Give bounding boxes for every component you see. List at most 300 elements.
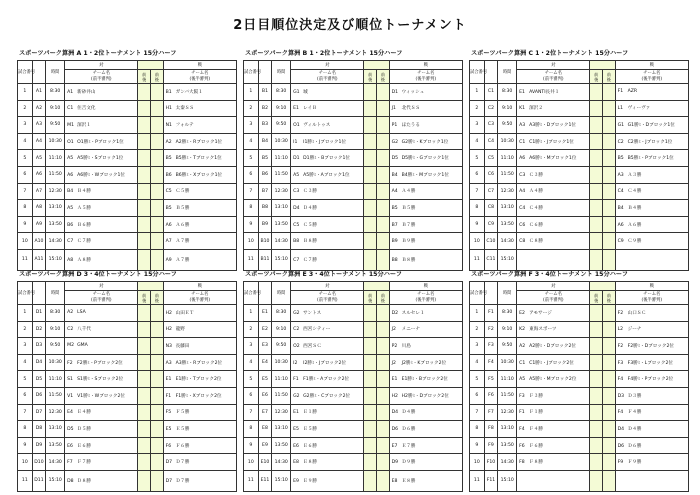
team-right — [615, 354, 688, 371]
score-left[interactable] — [590, 133, 603, 150]
team-right — [389, 117, 462, 134]
team-right-code: F2 — [617, 310, 624, 316]
score-right[interactable] — [603, 470, 616, 491]
score-right[interactable] — [377, 249, 390, 270]
header-score-right: 前 後 — [377, 70, 390, 84]
score-right[interactable] — [151, 100, 164, 117]
schedule-table — [469, 60, 689, 271]
team-left — [65, 233, 138, 250]
score-left[interactable] — [138, 249, 151, 270]
score-left[interactable] — [138, 371, 151, 388]
header-time: 時間 — [272, 61, 291, 84]
score-right[interactable] — [151, 84, 164, 101]
team-right-code: A2 — [165, 139, 172, 145]
score-left[interactable] — [364, 454, 377, 471]
team-left-code: C6 — [519, 222, 526, 228]
score-left[interactable] — [138, 305, 151, 322]
team-right — [163, 133, 236, 150]
match-id: F3 — [484, 338, 498, 355]
score-right[interactable] — [151, 233, 164, 250]
team-left — [291, 305, 364, 322]
score-left[interactable] — [364, 421, 377, 438]
score-left[interactable] — [590, 454, 603, 471]
match-id: C6 — [484, 166, 498, 183]
score-right[interactable] — [151, 470, 164, 491]
team-right-code: E8 — [391, 478, 398, 484]
score-right[interactable] — [377, 454, 390, 471]
score-right[interactable] — [603, 84, 616, 101]
team-left-name: F1勝ﾐ・Aブロック2位 — [303, 377, 350, 383]
team-left — [291, 470, 364, 491]
header-team-left: チーム名 (前半審判) — [65, 291, 138, 305]
team-right-name: スルセレ１ — [401, 310, 425, 316]
team-left-code: C1 — [519, 139, 526, 145]
match-time: 11:50 — [498, 166, 517, 183]
team-left-code: A5 — [519, 377, 526, 383]
match-row — [470, 470, 689, 491]
match-time: 8:30 — [272, 84, 291, 101]
team-left-code: C7 — [293, 257, 300, 263]
match-time: 11:10 — [272, 371, 291, 388]
header-time: 時間 — [498, 282, 517, 305]
match-time: 9:50 — [272, 117, 291, 134]
team-left-name: D1勝ﾐ・Bブロック1位 — [303, 156, 351, 162]
score-left[interactable] — [590, 338, 603, 355]
header-team-right: チーム名 (後半審判) — [163, 70, 236, 84]
team-left — [291, 454, 364, 471]
score-left[interactable] — [138, 421, 151, 438]
team-left — [291, 249, 364, 270]
score-left[interactable] — [590, 404, 603, 421]
match-row — [470, 421, 689, 438]
team-left-code: A8 — [67, 257, 74, 263]
team-right-code: D7 — [165, 478, 173, 484]
team-right-code: B7 — [391, 222, 398, 228]
team-right — [163, 354, 236, 371]
team-right-name: H2勝ﾐ・Dブロック2位 — [401, 393, 449, 399]
match-row — [470, 404, 689, 421]
team-right-name: 山田ＥＴ — [175, 310, 194, 316]
match-row — [244, 233, 463, 250]
team-left — [291, 233, 364, 250]
score-left[interactable] — [364, 470, 377, 491]
score-left[interactable] — [364, 100, 377, 117]
schedule-table — [243, 281, 463, 492]
score-left[interactable] — [364, 166, 377, 183]
score-left[interactable] — [364, 321, 377, 338]
score-left[interactable] — [138, 133, 151, 150]
score-right[interactable] — [603, 305, 616, 322]
score-left[interactable] — [590, 321, 603, 338]
score-right[interactable] — [603, 100, 616, 117]
team-right-code: A7 — [165, 239, 172, 245]
score-left[interactable] — [590, 421, 603, 438]
team-left-code: E1 — [519, 89, 525, 95]
score-left[interactable] — [364, 437, 377, 454]
score-right[interactable] — [603, 371, 616, 388]
team-right-code: F9 — [617, 460, 624, 466]
score-right[interactable] — [377, 387, 390, 404]
score-left[interactable] — [590, 354, 603, 371]
score-right[interactable] — [603, 404, 616, 421]
score-right[interactable] — [377, 216, 390, 233]
team-right-name: Ｃ９勝 — [627, 239, 642, 245]
team-right — [615, 404, 688, 421]
score-right[interactable] — [603, 437, 616, 454]
score-left[interactable] — [138, 437, 151, 454]
team-right-name: Ｂ８勝 — [401, 257, 416, 263]
score-left[interactable] — [590, 233, 603, 250]
team-right-code: B9 — [391, 239, 398, 245]
score-left[interactable] — [138, 183, 151, 200]
score-right[interactable] — [377, 150, 390, 167]
score-right[interactable] — [377, 100, 390, 117]
score-left[interactable] — [590, 305, 603, 322]
match-time: 8:30 — [498, 305, 517, 322]
match-row — [244, 305, 463, 322]
score-left[interactable] — [138, 387, 151, 404]
team-right — [615, 371, 688, 388]
team-right — [163, 305, 236, 322]
match-id: C9 — [484, 216, 498, 233]
team-right-code: B4 — [617, 205, 624, 211]
score-right[interactable] — [151, 437, 164, 454]
team-left — [291, 338, 364, 355]
score-right[interactable] — [377, 338, 390, 355]
score-left[interactable] — [364, 133, 377, 150]
score-left[interactable] — [138, 354, 151, 371]
score-right[interactable] — [151, 216, 164, 233]
score-left[interactable] — [364, 371, 377, 388]
score-left[interactable] — [590, 200, 603, 217]
team-left — [517, 305, 590, 322]
team-left-name: V1勝ﾐ・Wブロック2位 — [77, 393, 126, 399]
score-left[interactable] — [590, 117, 603, 134]
score-right[interactable] — [377, 200, 390, 217]
score-left[interactable] — [590, 470, 603, 491]
score-right[interactable] — [377, 133, 390, 150]
score-right[interactable] — [603, 150, 616, 167]
score-left[interactable] — [138, 84, 151, 101]
team-right-code: H2 — [391, 393, 398, 399]
score-right[interactable] — [603, 421, 616, 438]
score-right[interactable] — [151, 166, 164, 183]
team-right-name: 山口ＳＣ — [627, 310, 646, 316]
team-left-code: M2 — [67, 343, 75, 349]
score-left[interactable] — [364, 200, 377, 217]
match-time: 9:50 — [498, 117, 517, 134]
team-left-name: Ｃ８勝 — [529, 239, 543, 245]
match-row — [244, 166, 463, 183]
score-right[interactable] — [603, 354, 616, 371]
score-left[interactable] — [138, 100, 151, 117]
score-left[interactable] — [590, 437, 603, 454]
team-left-name: Ｃ５勝 — [303, 222, 317, 228]
match-number: 1 — [470, 305, 485, 322]
score-right[interactable] — [377, 404, 390, 421]
score-right[interactable] — [151, 338, 164, 355]
score-right[interactable] — [603, 166, 616, 183]
score-right[interactable] — [603, 338, 616, 355]
team-left-name: Ｂ６勝 — [77, 222, 91, 228]
score-right[interactable] — [151, 321, 164, 338]
team-left-name: 城 — [303, 89, 308, 95]
team-right-code: L2 — [617, 327, 624, 333]
team-left — [517, 200, 590, 217]
score-left[interactable] — [364, 216, 377, 233]
team-right — [615, 150, 688, 167]
score-right[interactable] — [151, 183, 164, 200]
match-id: C11 — [484, 249, 498, 270]
score-right[interactable] — [151, 133, 164, 150]
score-right[interactable] — [151, 117, 164, 134]
team-left — [65, 321, 138, 338]
team-left-code: E2 — [519, 310, 525, 316]
team-right — [163, 470, 236, 491]
match-id: C5 — [484, 150, 498, 167]
header-team-right: チーム名 (後半審判) — [615, 70, 688, 84]
match-number: 2 — [18, 100, 33, 117]
team-left-name: AVANTI長井１ — [529, 89, 560, 95]
match-time: 14:30 — [46, 233, 65, 250]
team-right-code: E1 — [391, 377, 398, 383]
match-number: 11 — [18, 249, 33, 270]
score-left[interactable] — [590, 84, 603, 101]
score-right[interactable] — [603, 216, 616, 233]
team-left-code: C1 — [519, 360, 526, 366]
team-right-code: J1 — [391, 106, 396, 112]
score-left[interactable] — [138, 321, 151, 338]
match-id: D6 — [32, 387, 46, 404]
score-right[interactable] — [603, 233, 616, 250]
match-id: B11 — [258, 249, 272, 270]
score-right[interactable] — [603, 117, 616, 134]
score-left[interactable] — [590, 150, 603, 167]
score-right[interactable] — [151, 354, 164, 371]
team-left — [65, 84, 138, 101]
tournament-block — [469, 269, 689, 492]
team-left-name: 西宮ＳＣ — [303, 343, 322, 349]
team-left-code: B4 — [67, 189, 74, 195]
score-left[interactable] — [364, 150, 377, 167]
team-left-code: A6 — [67, 172, 74, 178]
score-right[interactable] — [603, 387, 616, 404]
match-row — [18, 133, 237, 150]
team-right — [615, 305, 688, 322]
score-left[interactable] — [138, 150, 151, 167]
score-left[interactable] — [364, 84, 377, 101]
score-right[interactable] — [377, 305, 390, 322]
team-left — [517, 404, 590, 421]
tournament-block — [469, 48, 689, 271]
schedule-table — [469, 281, 689, 492]
match-time: 13:50 — [498, 437, 517, 454]
match-number: 10 — [244, 233, 259, 250]
score-right[interactable] — [377, 84, 390, 101]
team-left — [65, 354, 138, 371]
team-right — [163, 100, 236, 117]
score-right[interactable] — [377, 233, 390, 250]
score-right[interactable] — [151, 200, 164, 217]
score-right[interactable] — [377, 183, 390, 200]
match-row — [470, 216, 689, 233]
score-right[interactable] — [603, 183, 616, 200]
match-row — [18, 183, 237, 200]
score-left[interactable] — [364, 183, 377, 200]
match-row — [470, 200, 689, 217]
match-number: 9 — [244, 437, 259, 454]
score-right[interactable] — [377, 470, 390, 491]
team-right — [615, 470, 688, 491]
team-left-code: O2 — [293, 343, 300, 349]
team-left — [65, 338, 138, 355]
match-id: D11 — [32, 470, 46, 491]
match-time: 9:10 — [498, 321, 517, 338]
team-right-name: B6勝ﾐ・Xブロック1位 — [175, 172, 223, 178]
score-left[interactable] — [138, 470, 151, 491]
score-left[interactable] — [138, 166, 151, 183]
match-number: 1 — [470, 84, 485, 101]
score-right[interactable] — [151, 371, 164, 388]
score-left[interactable] — [590, 166, 603, 183]
match-number: 3 — [244, 338, 259, 355]
match-time: 10:30 — [498, 133, 517, 150]
match-row — [244, 183, 463, 200]
team-right — [389, 437, 462, 454]
score-right[interactable] — [151, 305, 164, 322]
match-number: 3 — [470, 117, 485, 134]
score-left[interactable] — [590, 371, 603, 388]
team-left — [65, 133, 138, 150]
team-left-name: Ｆ６勝 — [529, 443, 543, 449]
team-right-code: B5 — [617, 156, 624, 162]
match-time: 9:10 — [272, 100, 291, 117]
match-time: 15:10 — [46, 249, 65, 270]
score-left[interactable] — [138, 338, 151, 355]
team-right-code: F4 — [617, 377, 624, 383]
match-row — [470, 233, 689, 250]
match-time: 11:50 — [272, 166, 291, 183]
score-left[interactable] — [138, 200, 151, 217]
team-right-name: ヴィーヴァ — [627, 106, 651, 112]
score-right[interactable] — [151, 421, 164, 438]
team-left — [65, 437, 138, 454]
score-left[interactable] — [364, 387, 377, 404]
match-time: 11:10 — [272, 150, 291, 167]
match-row — [18, 437, 237, 454]
match-number: 11 — [18, 470, 33, 491]
score-right[interactable] — [377, 166, 390, 183]
match-number: 10 — [244, 454, 259, 471]
team-left-name: S1勝ﾐ・Sブロック2位 — [77, 377, 124, 383]
score-left[interactable] — [364, 305, 377, 322]
team-left — [291, 321, 364, 338]
score-left[interactable] — [364, 249, 377, 270]
team-left-code: F3 — [519, 393, 525, 399]
team-left-name: 八千代 — [77, 327, 91, 333]
score-right[interactable] — [603, 249, 616, 270]
score-right[interactable] — [377, 421, 390, 438]
score-right[interactable] — [603, 200, 616, 217]
team-right-name: Ｃ５勝 — [175, 189, 190, 195]
header-vs: 対 — [291, 61, 364, 70]
match-time: 9:10 — [272, 321, 291, 338]
match-time: 9:10 — [46, 321, 65, 338]
score-right[interactable] — [151, 249, 164, 270]
score-left[interactable] — [590, 183, 603, 200]
score-left[interactable] — [138, 233, 151, 250]
team-left-name: Ｅ６勝 — [77, 443, 91, 449]
score-right[interactable] — [377, 321, 390, 338]
team-left-code: F1 — [519, 410, 525, 416]
match-time: 9:50 — [498, 338, 517, 355]
score-left[interactable] — [138, 216, 151, 233]
team-right-name: E1勝ﾐ・Tブロック2位 — [175, 377, 222, 383]
team-left-name: Ｅ５勝 — [303, 426, 317, 432]
score-left[interactable] — [590, 249, 603, 270]
team-left-code: C2 — [67, 327, 74, 333]
score-left[interactable] — [590, 387, 603, 404]
header-battle: 戦 — [615, 282, 688, 291]
score-right[interactable] — [603, 133, 616, 150]
match-time: 12:30 — [272, 404, 291, 421]
team-right-name: Ｂ４勝 — [627, 205, 642, 211]
team-left-code: C8 — [519, 239, 526, 245]
team-left — [291, 100, 364, 117]
match-id: D5 — [32, 371, 46, 388]
team-left-code: O1 — [293, 122, 300, 128]
match-row — [470, 371, 689, 388]
score-left[interactable] — [590, 216, 603, 233]
score-left[interactable] — [138, 117, 151, 134]
score-right[interactable] — [377, 371, 390, 388]
team-left-code: F7 — [67, 460, 73, 466]
match-id: F9 — [484, 437, 498, 454]
score-right[interactable] — [151, 387, 164, 404]
match-id: E2 — [258, 321, 272, 338]
score-left[interactable] — [138, 454, 151, 471]
score-right[interactable] — [377, 437, 390, 454]
team-right-name: Ａ７勝 — [175, 239, 190, 245]
score-right[interactable] — [377, 354, 390, 371]
team-left — [517, 216, 590, 233]
block-title: スポーツパーク算洲 E 3・4位トーナメント 15分ハーフ — [245, 271, 402, 278]
team-right-name: J2勝ﾐ・Kブロック2位 — [401, 360, 447, 366]
match-id: B10 — [258, 233, 272, 250]
team-left — [291, 354, 364, 371]
header-battle: 戦 — [615, 61, 688, 70]
match-row — [18, 354, 237, 371]
score-left[interactable] — [364, 117, 377, 134]
team-right-code: D4 — [617, 426, 625, 432]
score-left[interactable] — [590, 100, 603, 117]
score-right[interactable] — [377, 117, 390, 134]
score-left[interactable] — [138, 404, 151, 421]
score-right[interactable] — [151, 150, 164, 167]
score-right[interactable] — [603, 321, 616, 338]
score-left[interactable] — [364, 354, 377, 371]
match-number: 7 — [244, 183, 259, 200]
score-left[interactable] — [364, 338, 377, 355]
score-left[interactable] — [364, 404, 377, 421]
score-left[interactable] — [364, 233, 377, 250]
score-right[interactable] — [151, 454, 164, 471]
team-right-name: 北代ＳＳ — [401, 106, 420, 112]
score-right[interactable] — [603, 454, 616, 471]
team-left — [291, 84, 364, 101]
header-row — [18, 61, 237, 70]
score-right[interactable] — [151, 404, 164, 421]
